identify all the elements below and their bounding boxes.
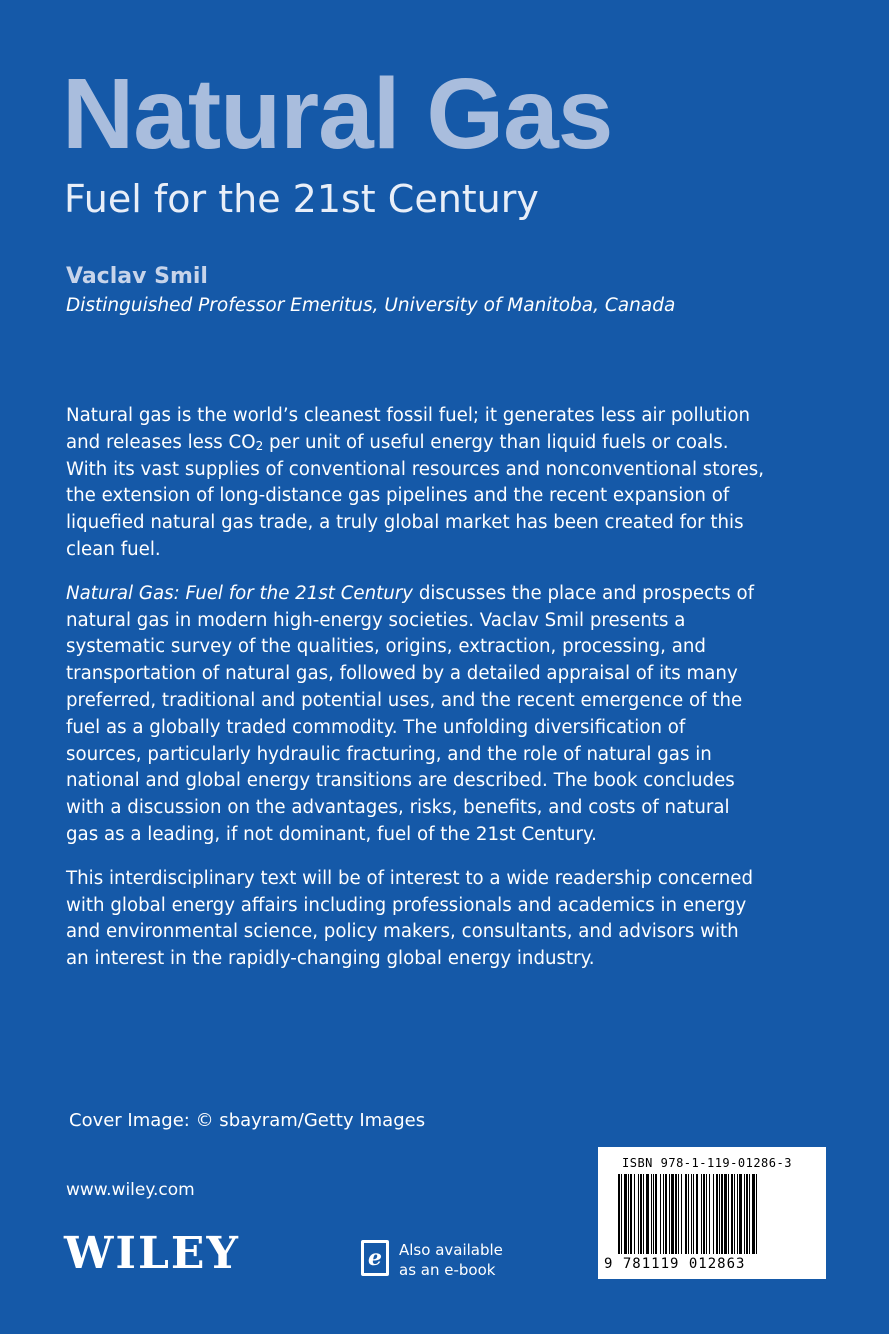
barcode-bar [693,1174,694,1254]
svg-text:e: e [368,1245,382,1271]
barcode-bar [624,1174,627,1254]
barcode-bar [721,1174,723,1254]
publisher-logo: WILEY [64,1228,240,1279]
barcode-bar [709,1174,710,1254]
barcode-bar [724,1174,727,1254]
ebook-icon [360,1239,390,1277]
barcode-bar [716,1174,718,1254]
author-affiliation: Distinguished Professor Emeritus, University of Manitoba, Canada [66,295,676,316]
barcode-bar [618,1174,620,1254]
barcode-bar [640,1174,642,1254]
barcode-bar [734,1174,735,1254]
barcode-bar [749,1174,750,1254]
barcode-bar [696,1174,698,1254]
ebook-notice: Also available as an e-book [399,1241,503,1279]
book-title-italic: Natural Gas: Fuel for the 21st Century [66,582,414,604]
barcode-bar [643,1174,644,1254]
barcode-bar [621,1174,622,1254]
barcode-bar [630,1174,632,1254]
barcode-bar [752,1174,755,1254]
barcode-bar [731,1174,733,1254]
barcode-bar [663,1174,664,1254]
barcode-bar [653,1174,654,1254]
barcode-bar [660,1174,661,1254]
barcode-bar [655,1174,657,1254]
barcode-bar [628,1174,629,1254]
blurb [66,403,766,990]
barcode-bar [665,1174,667,1254]
blurb-paragraph-2: Natural Gas: Fuel for the 21st Century discusses the place and prospects of natural gas in modern high-energy societies. Vaclav Smil presents a systematic survey of the qualities, origins, extraction, processing, and transportation of natural gas, followed by a detailed appraisal of its many preferred, traditional and potential uses, and the recent emergence of the fuel as a globally traded commodity. The unfolding diversification of sources, particularly hydraulic fracturing, and the role of natural gas in national and global energy transitions are described. The book concludes with a discussion on the advantages, risks, benefits, and costs of natural gas as a leading, if not dominant, fuel of the 21st Century. [66,582,755,845]
barcode-bar [706,1174,707,1254]
barcode-bar [638,1174,639,1254]
isbn-label: ISBN 978-1-119-01286-3 [622,1156,792,1170]
barcode-bar [713,1174,714,1254]
book-subtitle: Fuel for the 21st Century [64,177,539,221]
barcode-bar [703,1174,705,1254]
barcode-bar [756,1174,757,1254]
barcode-bar [719,1174,720,1254]
barcode-bar [669,1174,670,1254]
barcode-bar [737,1174,738,1254]
barcode-bar [688,1174,689,1254]
barcode-bar [651,1174,652,1254]
barcode-bar [739,1174,742,1254]
book-title: Natural Gas [62,58,613,170]
blurb-paragraph-3: This interdisciplinary text will be of interest to a wide readership concerned with global energy affairs including professionals and academics in energy and environmental science, policy makers, consultants, and advisors with an interest in the rapidly-changing global energy industry. [66,867,754,970]
barcode-bar [728,1174,729,1254]
blurb-paragraph-1: Natural gas is the world’s cleanest fossil fuel; it generates less air pollution and releases less $CO_2$ per unit of useful energy than liquid fuels or coals. With its vast supplies of conventional resources and nonconventional stores, the extension of long-distance gas pipelines and the recent expansion of liquefied natural gas trade, a truly global market has been created for this clean fuel. [66,405,765,560]
author-name: Vaclav Smil [66,264,208,289]
barcode [598,1147,826,1279]
barcode-bar [691,1174,692,1254]
barcode-bar [646,1174,649,1254]
barcode-bar [634,1174,635,1254]
barcode-bar [746,1174,748,1254]
barcode-digits: 9 781119 012863 [604,1256,746,1272]
barcode-bar [675,1174,677,1254]
barcode-bar [671,1174,674,1254]
barcode-bar [685,1174,687,1254]
barcode-bar [744,1174,745,1254]
website-link[interactable]: www.wiley.com [66,1180,195,1200]
barcode-bar [701,1174,702,1254]
barcode-bar [681,1174,682,1254]
barcode-bar [678,1174,679,1254]
cover-image-credit: Cover Image: © sbayram/Getty Images [69,1110,426,1131]
